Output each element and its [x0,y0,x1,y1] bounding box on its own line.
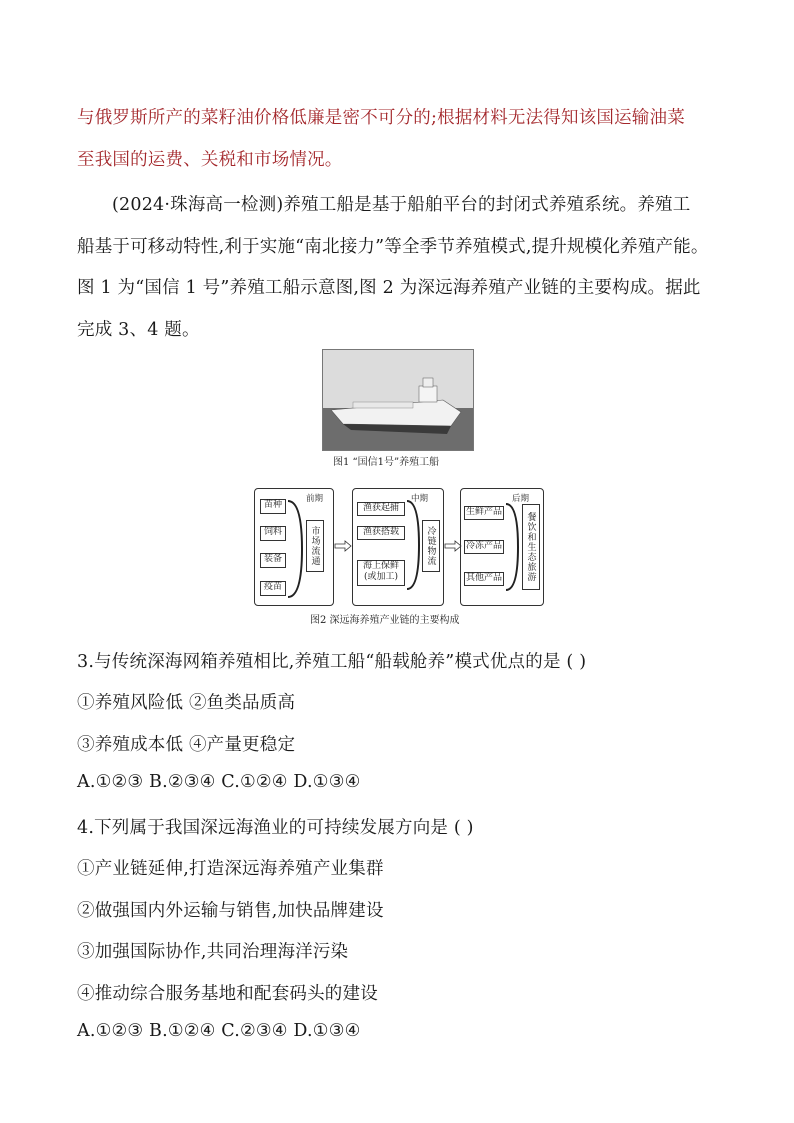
market-circulation: 市场流通 [306,520,324,572]
figure1-caption: 图1 “国信1号”养殖工船 [333,457,440,468]
passage-line-3: 图 1 为“国信 1 号”养殖工船示意图,图 2 为深远海养殖产业链的主要构成。据此 [77,278,701,298]
item-other-products: 其他产品 [464,572,504,586]
item-fresh-products: 生鲜产品 [464,506,504,520]
q4-statement-1: ①产业链延伸,打造深远海养殖产业集群 [77,859,384,879]
item-catch-harvest: 渔获起捕 [357,502,405,516]
item-sea-preservation: 海上保鲜 (或加工) [357,560,405,586]
cold-chain-logistics: 冷链物流 [422,520,440,572]
passage-line-1: (2024·珠海高一检测)养殖工船是基于船舶平台的封闭式养殖系统。养殖工 [112,195,691,215]
item-seedlings: 苗种 [260,499,286,514]
q4-stem: 4.下列属于我国深远海渔业的可持续发展方向是 ( ) [77,818,474,838]
item-vaccine: 疫苗 [260,581,286,596]
answer-line-1: 与俄罗斯所产的菜籽油价格低廉是密不可分的;根据材料无法得知该国运输油菜 [77,108,685,128]
q3-options-a: ①养殖风险低 ②鱼类品质高 [77,693,296,713]
item-equipment: 装备 [260,553,286,568]
catering-eco-tourism: 餐饮和生态旅游 [522,504,540,590]
bracket-late [504,502,524,592]
item-catch-loading: 渔获搭载 [357,526,405,540]
arrow-icon [334,540,352,552]
stage-early-label: 前期 [306,494,324,504]
q4-statement-3: ③加强国际协作,共同治理海洋污染 [77,942,349,962]
q4-choices: A.①②③ B.①②④ C.②③④ D.①③④ [77,1021,361,1041]
q3-stem: 3.与传统深海网箱养殖相比,养殖工船“船载舱养”模式优点的是 ( ) [77,652,587,672]
figure2-caption: 图2 深远海养殖产业链的主要构成 [310,615,460,626]
industry-chain-diagram [254,484,544,608]
q4-statement-4: ④推动综合服务基地和配套码头的建设 [77,984,378,1004]
bracket-middle [405,499,425,591]
item-feed: 饲料 [260,526,286,541]
item-frozen-products: 冷冻产品 [464,540,504,554]
stage-late-label: 后期 [512,494,530,504]
passage-line-4: 完成 3、4 题。 [77,320,200,340]
q3-options-b: ③养殖成本低 ④产量更稳定 [77,735,296,755]
bracket-early [286,499,308,599]
passage-line-2: 船基于可移动特性,利于实施“南北接力”等全季节养殖模式,提升规模化养殖产能。 [77,237,709,257]
answer-line-2: 至我国的运费、关税和市场情况。 [77,150,343,170]
q3-choices: A.①②③ B.②③④ C.①②④ D.①③④ [77,772,361,792]
q4-statement-2: ②做强国内外运输与销售,加快品牌建设 [77,901,384,921]
ship-photo [322,349,474,451]
stage-middle-label: 中期 [411,494,429,504]
